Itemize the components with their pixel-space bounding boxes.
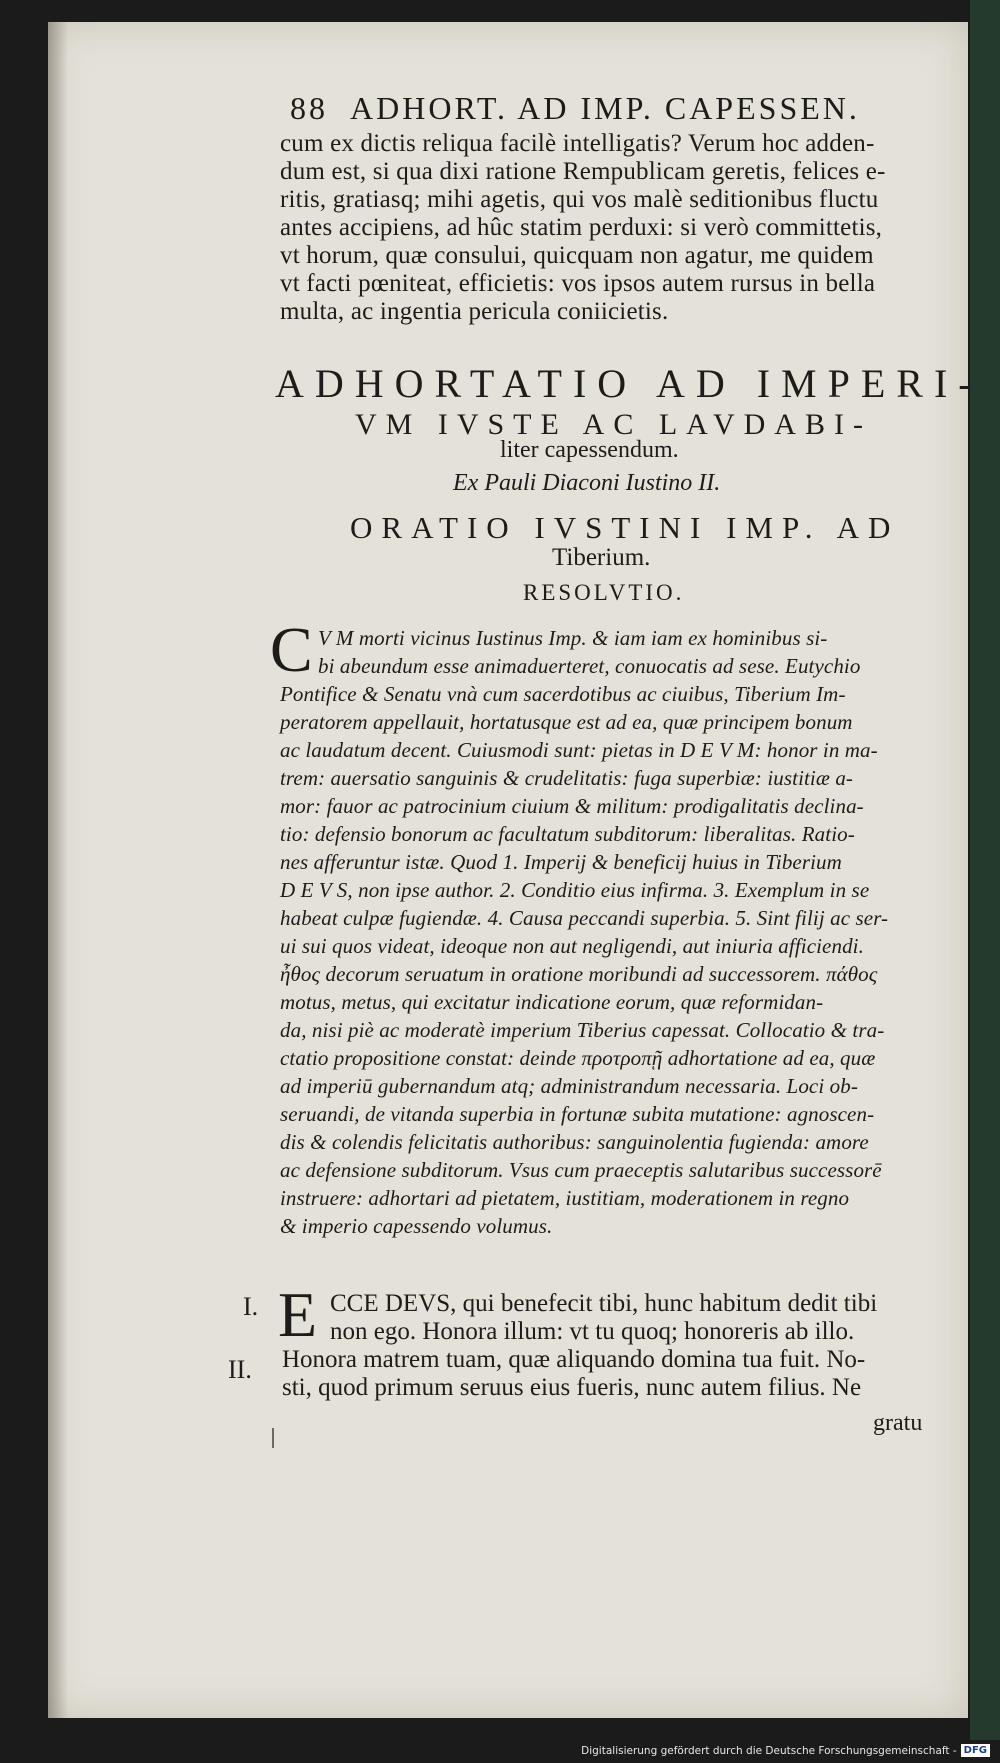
section-title-line3: liter capessendum. [500, 437, 679, 463]
resolutio-line: dis & colendis felicitatis authoribus: sanguinolentia fugienda: amore [280, 1130, 869, 1154]
resolutio-line: ἦθος decorum seruatum in oratione moribundi ad successorem. πάθος [280, 962, 878, 986]
resolutio-line: habeat culpæ fugiendæ. 4. Causa peccandi superbia. 5. Sint filij ac ser- [280, 906, 889, 930]
catchword: gratu [873, 1410, 923, 1436]
resolutio-line: ctatio propositione constat: deinde προτροπῇ adhortatione ad ea, quæ [280, 1046, 876, 1070]
section-title-line1: ADHORTATIO AD IMPERI- [275, 361, 983, 406]
margin-numeral-1: I. [243, 1292, 259, 1321]
text-line: antes accipiens, ad hûc statim perduxi: si verò committetis, [280, 214, 883, 241]
drop-cap-c: C [270, 614, 313, 685]
resolutio-line: instruere: adhortari ad pietatem, iustitiam, moderationem in regno [280, 1186, 850, 1210]
resolutio-line: peratorem appellauit, hortatusque est ad ea, quæ principem bonum [280, 710, 853, 734]
oration-subtitle: Tiberium. [552, 544, 651, 571]
resolutio-line: ad imperiū gubernandum atq; administrandum necessaria. Loci ob- [280, 1074, 858, 1098]
resolutio-line: ac defensione subditorum. Vsus cum praeceptis salutaribus successorē [280, 1158, 882, 1182]
resolutio-heading: RESOLVTIO. [523, 580, 685, 605]
resolutio-line: ac laudatum decent. Cuiusmodi sunt: pietas in D E V M: honor in ma- [280, 738, 878, 762]
text-line: cum ex dictis reliqua facilè intelligatis? Verum hoc adden- [280, 130, 875, 157]
resolutio-line: V M morti vicinus Iustinus Imp. & iam iam ex hominibus si- [318, 626, 828, 650]
running-header [290, 90, 860, 127]
oration-line: sti, quod primum seruus eius fueris, nunc autem filius. Ne [282, 1374, 862, 1401]
resolutio-line: trem: auersatio sanguinis & crudelitatis: fuga superbiæ: iustitiæ a- [280, 766, 854, 790]
oration-line: CCE DEVS, qui benefecit tibi, hunc habitum dedit tibi [330, 1290, 878, 1317]
page-number: 88 [290, 90, 328, 126]
oration-title: ORATIO IVSTINI IMP. AD [350, 510, 900, 545]
resolutio-line: motus, metus, qui excitatur indicatione eorum, quæ reformidan- [280, 990, 824, 1014]
resolutio-line: da, nisi piè ac moderatè imperium Tiberius capessat. Collocatio & tra- [280, 1018, 885, 1042]
source-line: Ex Pauli Diaconi Iustino II. [453, 470, 721, 496]
section-title-line2: VM IVSTE AC LAVDABI- [355, 408, 872, 441]
resolutio-line: & imperio capessendo volumus. [280, 1214, 553, 1238]
resolutio-line: nes afferuntur istæ. Quod 1. Imperij & beneficij huius in Tiberium [280, 850, 842, 874]
page-gutter-shadow [48, 22, 68, 1718]
dfg-logo: DFG [961, 1744, 990, 1757]
drop-cap-e: E [278, 1279, 318, 1350]
funding-footer [581, 1744, 990, 1757]
resolutio-line: ui sui quos videat, ideoque non aut negligendi, aut iniuria afficiendi. [280, 934, 864, 958]
text-line: ritis, gratiasq; mihi agetis, qui vos malè seditionibus fluctu [280, 186, 879, 213]
book-edge [970, 0, 1000, 1740]
resolutio-line: Pontifice & Senatu vnà cum sacerdotibus ac ciuibus, Tiberium Im- [280, 682, 846, 706]
oration-line: Honora matrem tuam, quæ aliquando domina tua fuit. No- [282, 1346, 866, 1373]
text-line: dum est, si qua dixi ratione Rempublicam geretis, felices e- [280, 158, 886, 185]
text-line: vt horum, quæ consului, quicquam non agatur, me quidem [280, 242, 874, 269]
text-line: vt facti pœniteat, efficietis: vos ipsos autem rursus in bella [280, 270, 876, 297]
resolutio-line: D E V S, non ipse author. 2. Conditio eius infirma. 3. Exemplum in se [280, 878, 870, 902]
resolutio-line: tio: defensio bonorum ac facultatum subditorum: liberalitas. Ratio- [280, 822, 855, 846]
margin-numeral-2: II. [228, 1355, 252, 1384]
oration-line: non ego. Honora illum: vt tu quoq; honoreris ab illo. [330, 1318, 855, 1345]
resolutio-line: mor: fauor ac patrocinium ciuium & militum: prodigalitatis declina- [280, 794, 864, 818]
resolutio-line: bi abeundum esse animaduerteret, conuocatis ad sese. Eutychio [318, 654, 861, 678]
margin-mark [272, 1428, 274, 1448]
resolutio-line: seruandi, de vitanda superbia in fortunæ subita mutatione: agnoscen- [280, 1102, 875, 1126]
footer-text: Digitalisierung gefördert durch die Deutsche Forschungsgemeinschaft - [581, 1744, 957, 1757]
running-title: ADHORT. AD IMP. CAPESSEN. [350, 90, 860, 126]
text-line: multa, ac ingentia pericula coniicietis. [280, 298, 669, 325]
